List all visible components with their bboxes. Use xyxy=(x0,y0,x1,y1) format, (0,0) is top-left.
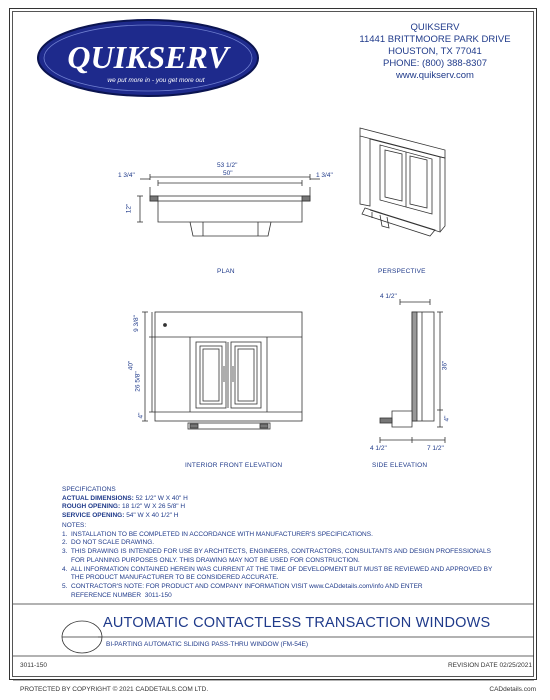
drawing-subtitle: BI-PARTING AUTOMATIC SLIDING PASS-THRU WINDOW (FM-54E) xyxy=(106,641,308,648)
rough-value: 18 1/2" W X 26 5/8" H xyxy=(121,503,186,511)
company-address: 11441 BRITTMOORE PARK DRIVE xyxy=(359,34,511,45)
plan-label: PLAN xyxy=(217,268,235,275)
drawing-title: AUTOMATIC CONTACTLESS TRANSACTION WINDOWS xyxy=(103,615,491,631)
specs-heading: SPECIFICATIONS xyxy=(62,486,116,493)
front-dim-bottom: 4" xyxy=(137,412,145,419)
logo-brand: QUIKSERV xyxy=(67,39,229,75)
company-city: HOUSTON, TX 77041 xyxy=(388,46,482,57)
perspective-label: PERSPECTIVE xyxy=(378,268,426,275)
document-number: 3011-150 xyxy=(20,662,47,669)
side-elevation xyxy=(380,299,445,443)
side-label: SIDE ELEVATION xyxy=(372,462,428,469)
rough-label: ROUGH OPENING: xyxy=(62,503,121,511)
revision-date: REVISION DATE 02/25/2021 xyxy=(447,662,532,669)
actual-label: ACTUAL DIMENSIONS: xyxy=(62,494,134,502)
plan-dim-left: 1 3/4" xyxy=(118,172,135,179)
side-dim-top: 4 1/2" xyxy=(380,293,397,300)
note-line: 4. ALL INFORMATION CONTAINED HEREIN WAS CURRENT AT THE TIME OF DEVELOPMENT BUT MUST BE REVIEWED AND APPROVED BY xyxy=(62,565,493,573)
specifications xyxy=(62,486,188,520)
plan-dim-inner: 50" xyxy=(223,170,233,177)
plan-view xyxy=(137,174,320,236)
caddetails-link[interactable]: CADdetails.com xyxy=(489,686,536,693)
logo-tagline: we put more in - you get more out xyxy=(107,77,205,84)
note-line: REFERENCE NUMBER 3011-150 xyxy=(62,591,172,599)
side-dim-bottom-right: 7 1/2" xyxy=(427,445,444,452)
note-line: THE PRODUCT MANUFACTURER TO BE CONSIDERED ACCURATE. xyxy=(62,574,279,582)
notes-heading: NOTES: xyxy=(62,522,87,529)
side-dim-height: 36" xyxy=(441,360,449,371)
service-label: SERVICE OPENING: xyxy=(62,511,125,519)
note-line: 1. INSTALLATION TO BE COMPLETED IN ACCORDANCE WITH MANUFACTURER'S SPECIFICATIONS. xyxy=(62,530,373,538)
company-name: QUIKSERV xyxy=(410,22,460,33)
plan-dim-height: 12" xyxy=(125,203,133,214)
note-line: 5. CONTRACTOR'S NOTE: FOR PRODUCT AND COMPANY INFORMATION VISIT www.CADdetails.com/info AND ENTER xyxy=(62,582,423,590)
notes xyxy=(62,522,492,600)
front-dim-top: 9 3/8" xyxy=(132,315,140,332)
plan-dim-right: 1 3/4" xyxy=(316,172,333,179)
front-label: INTERIOR FRONT ELEVATION xyxy=(185,462,283,469)
note-line: 3. THIS DRAWING IS INTENDED FOR USE BY ARCHITECTS, ENGINEERS, CONTRACTORS, CONSULTANTS AND DESIGN PROFESSIONALS xyxy=(62,548,491,556)
front-dim-overall: 40" xyxy=(127,360,135,371)
plan-dim-total: 53 1/2" xyxy=(217,162,238,169)
note-line: FOR PLANNING PURPOSES ONLY. THIS DRAWING MAY NOT BE USED FOR CONSTRUCTION. xyxy=(62,556,360,564)
side-dim-low: 4" xyxy=(443,415,451,422)
front-elevation xyxy=(142,312,302,429)
service-value: 54" W X 40 1/2" H xyxy=(126,511,179,519)
company-phone: PHONE: (800) 388-8307 xyxy=(382,58,488,69)
note-line: 2. DO NOT SCALE DRAWING. xyxy=(62,539,155,547)
perspective-view xyxy=(360,128,445,236)
copyright-text: PROTECTED BY COPYRIGHT © 2021 CADDETAILS.COM LTD. xyxy=(20,686,209,693)
quikserv-logo xyxy=(38,20,258,96)
front-dim-mid: 26 5/8" xyxy=(134,371,142,392)
side-dim-bottom-left: 4 1/2" xyxy=(370,445,387,452)
company-web: www.quikserv.com xyxy=(396,70,474,81)
company-info xyxy=(350,22,520,82)
actual-value: 52 1/2" W X 40" H xyxy=(135,494,188,502)
